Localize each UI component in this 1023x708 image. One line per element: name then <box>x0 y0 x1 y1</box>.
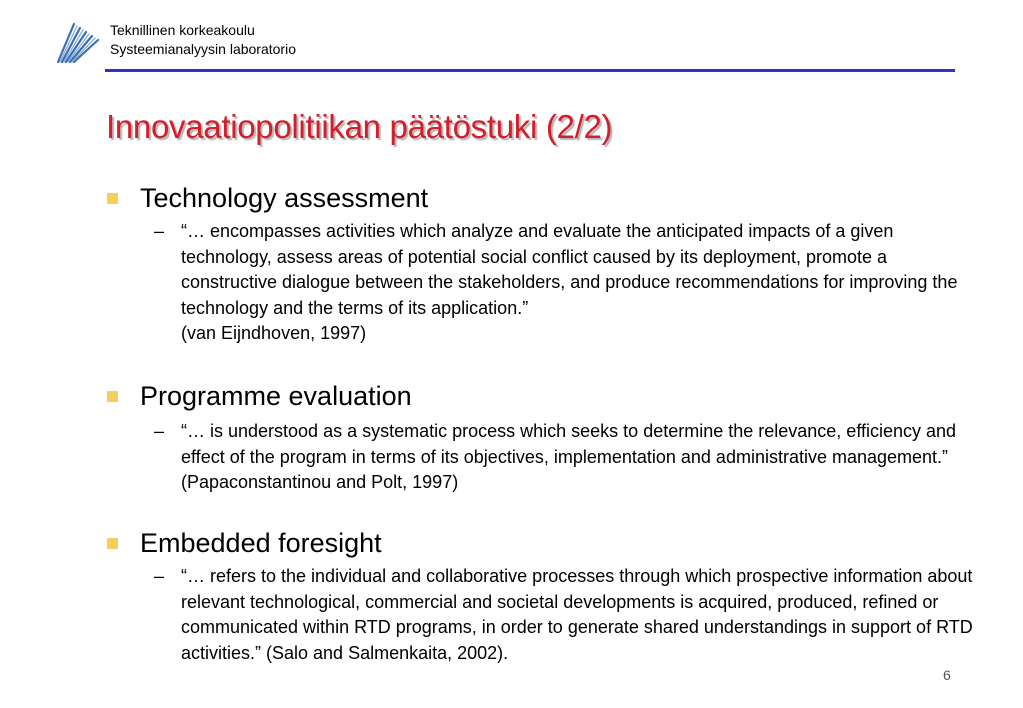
section-embedded-foresight <box>0 528 1023 666</box>
section-quote <box>181 564 981 666</box>
dash-marker: – <box>154 221 165 241</box>
bullet-square-icon <box>107 538 118 549</box>
slide-title: Innovaatiopolitiikan päätöstuki (2/2) <box>106 108 613 145</box>
quote-text: “… refers to the individual and collaborative processes through which prospective information about relevant technological, commercial and societal developments is acquired, produced, refined or communicated within RTD programs, in order to generate shared understandings in support of RTD activities.” (Salo and Salmenkaita, 2002). <box>181 566 973 663</box>
section-heading: Programme evaluation <box>140 381 412 411</box>
bullet-square-icon <box>107 391 118 402</box>
dash-marker: – <box>154 421 165 441</box>
page-number: 6 <box>943 667 951 683</box>
section-programme-evaluation <box>0 381 1023 496</box>
quote-text: “… encompasses activities which analyze and evaluate the anticipated impacts of a given technology, assess areas of potential social conflict caused by its deployment, promote a constructive dialogue between the stakeholders, and produce recommendations for improving the technology and the terms of its application.” <box>181 221 958 318</box>
institution-line-1: Teknillinen korkeakoulu <box>110 22 255 38</box>
section-quote <box>181 419 981 496</box>
institution-line-2: Systeemianalyysin laboratorio <box>110 41 296 57</box>
institution-name <box>110 21 296 59</box>
section-heading: Embedded foresight <box>140 528 382 558</box>
header-divider <box>105 69 955 72</box>
section-heading: Technology assessment <box>140 183 429 213</box>
section-quote <box>181 219 981 347</box>
bullet-square-icon <box>107 193 118 204</box>
quote-citation: (van Eijndhoven, 1997) <box>181 323 367 343</box>
quote-text: “… is understood as a systematic process which seeks to determine the relevance, efficiency and effect of the program in terms of its objectives, implementation and administrative management.” (Papaconstantinou and Polt, 1997) <box>181 421 957 492</box>
university-logo-icon <box>52 18 102 66</box>
dash-marker: – <box>154 566 165 586</box>
section-technology-assessment <box>0 183 1023 347</box>
